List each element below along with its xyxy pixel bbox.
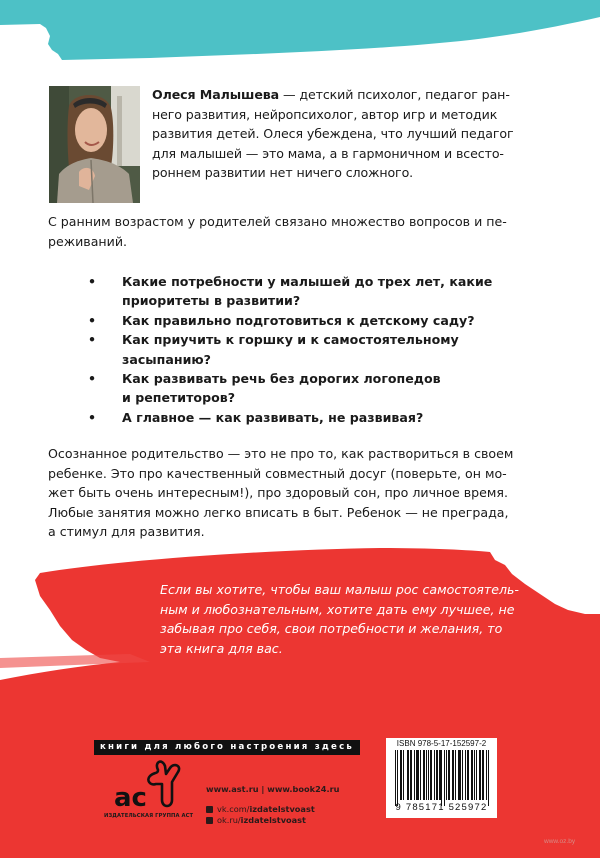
slogan-banner: книги для любого настроения здесь (94, 740, 360, 755)
barcode-bar (441, 750, 442, 806)
question-line: засыпанию? (122, 351, 211, 367)
barcode-bar (458, 750, 459, 800)
ean-number: 9 785171 525972 (395, 802, 488, 813)
barcode-bar (401, 750, 402, 800)
question-item (88, 311, 508, 330)
barcode-bar (449, 750, 450, 800)
intro-paragraph (48, 212, 568, 251)
barcode-bar (467, 750, 468, 800)
barcode-bar (408, 750, 409, 800)
bio-line (152, 85, 552, 105)
bullet-icon: • (88, 409, 97, 425)
barcode-bar (434, 750, 435, 800)
publisher-websites[interactable]: www.ast.ru | www.book24.ru (206, 784, 340, 794)
barcode-bar (460, 750, 461, 800)
barcode-bar (430, 750, 431, 800)
barcode-bar (483, 750, 484, 800)
question-item (88, 408, 508, 427)
barcode-bar (437, 750, 438, 800)
quote-line: эта книга для вас. (160, 640, 283, 656)
bio-line: развития детей. Олеся убеждена, что лучший педагог (152, 126, 514, 142)
body-line: ребенке. Это про качественный совместный досуг (поверьте, он мо- (48, 465, 507, 481)
barcode-bar (482, 750, 483, 800)
intro-line: реживаний. (48, 233, 128, 249)
question-line: Как приучить к горшку и к самостоятельному (122, 332, 459, 348)
barcode-bar (424, 750, 425, 800)
barcode-bar (459, 750, 460, 800)
barcode-bar (468, 750, 469, 800)
logo-wordmark: ас (114, 783, 147, 813)
body-paragraph (48, 444, 573, 542)
quote-line: ным и любознательным, хотите дать ему лучшее, не (160, 601, 515, 617)
ok-icon (206, 817, 213, 824)
question-item (88, 330, 508, 369)
barcode-bar (418, 750, 419, 800)
bio-line: него развития, нейропсихолог, автор игр и методик (152, 106, 498, 122)
author-bio (152, 85, 552, 183)
promo-quote (160, 580, 560, 658)
barcode-bar (446, 750, 447, 800)
author-photo (49, 86, 140, 203)
question-line: Как развивать речь без дорогих логопедов (122, 371, 441, 387)
barcode-bar (410, 750, 411, 800)
barcode-bar (397, 750, 398, 806)
barcode-bar (416, 750, 417, 800)
question-line: Как правильно подготовиться к детскому саду? (122, 312, 475, 328)
body-line: Любые занятия можно легко вписать в быт. Ребенок — не преграда, (48, 504, 509, 520)
barcode-bar (472, 750, 473, 800)
barcode-bar (444, 750, 445, 806)
barcode-bar (414, 750, 415, 800)
barcode-bar (453, 750, 454, 800)
barcode-bar (426, 750, 427, 800)
barcode-bar (395, 750, 396, 806)
question-line: и репетиторов? (122, 390, 236, 406)
barcode-bar (431, 750, 432, 800)
questions-list (88, 272, 508, 427)
barcode-bar (407, 750, 408, 800)
bullet-icon: • (88, 274, 97, 289)
barcode-bar (436, 750, 437, 800)
bio-line: для малышей — это мама, а в гармоничном и всесто- (152, 145, 504, 161)
barcode-bar (428, 750, 429, 800)
barcode-bar (417, 750, 418, 800)
barcode-bar (448, 750, 449, 800)
intro-line: С ранним возрастом у родителей связано множество вопросов и пе- (48, 214, 507, 229)
social-link-vk[interactable] (206, 804, 315, 815)
barcode-bar (400, 750, 401, 800)
barcode-bar (465, 750, 466, 800)
social-handle: izdatelstvoast (249, 804, 315, 814)
vk-icon (206, 806, 213, 813)
question-item (88, 369, 508, 408)
quote-line: Если вы хотите, чтобы ваш малыш рос самостоятель- (160, 582, 519, 597)
isbn-text: ISBN 978-5-17-152597-2 (396, 739, 487, 748)
question-line: А главное — как развивать, не развивая? (122, 409, 424, 425)
barcode-bar (403, 750, 404, 800)
barcode-bar (440, 750, 441, 800)
social-prefix: ok.ru/ (217, 815, 241, 825)
social-prefix: vk.com/ (217, 804, 250, 814)
isbn-barcode (386, 738, 497, 818)
barcode-bar (420, 750, 421, 800)
body-line: а стимул для развития. (48, 524, 205, 540)
barcode-bar (488, 750, 489, 806)
barcode-bar (486, 750, 487, 800)
social-links (206, 804, 315, 826)
bullet-icon: • (88, 371, 97, 387)
author-portrait-image (49, 86, 140, 203)
ast-logo (110, 760, 205, 818)
barcode-bar (474, 750, 475, 800)
watermark: www.oz.by (544, 838, 576, 845)
social-link-ok[interactable] (206, 815, 315, 826)
barcode-bars (395, 750, 490, 806)
bio-text: — детский психолог, педагог ран- (279, 87, 510, 102)
barcode-bar (439, 750, 440, 800)
barcode-bar (479, 750, 480, 800)
question-item (88, 272, 508, 311)
barcode-bar (423, 750, 424, 800)
bio-line: роннем развитии нет ничего сложного. (152, 165, 414, 181)
barcode-bar (452, 750, 453, 800)
bullet-icon: • (88, 332, 97, 348)
bullet-icon: • (88, 312, 97, 328)
body-line: Осознанное родительство — это не про то, как раствориться в своем (48, 446, 514, 461)
question-line: приоритеты в развитии? (122, 293, 301, 309)
question-line: Какие потребности у малышей до трех лет, какие (122, 274, 493, 289)
quote-line: забывая про себя, свои потребности и желания, то (160, 621, 503, 637)
barcode-bar (480, 750, 481, 800)
author-name: Олеся Малышева (152, 87, 280, 102)
teal-brush-stroke (0, 0, 600, 60)
publisher-name: ИЗДАТЕЛЬСКАЯ ГРУППА АСТ (104, 813, 194, 819)
barcode-bar (462, 750, 463, 800)
barcode-bar (455, 750, 456, 800)
barcode-bar (471, 750, 472, 800)
barcode-bar (411, 750, 412, 800)
barcode-bar (476, 750, 477, 800)
social-handle: izdatelstvoast (240, 815, 306, 825)
body-line: жет быть очень интересным!), про здоровый сон, про личное время. (48, 485, 508, 501)
